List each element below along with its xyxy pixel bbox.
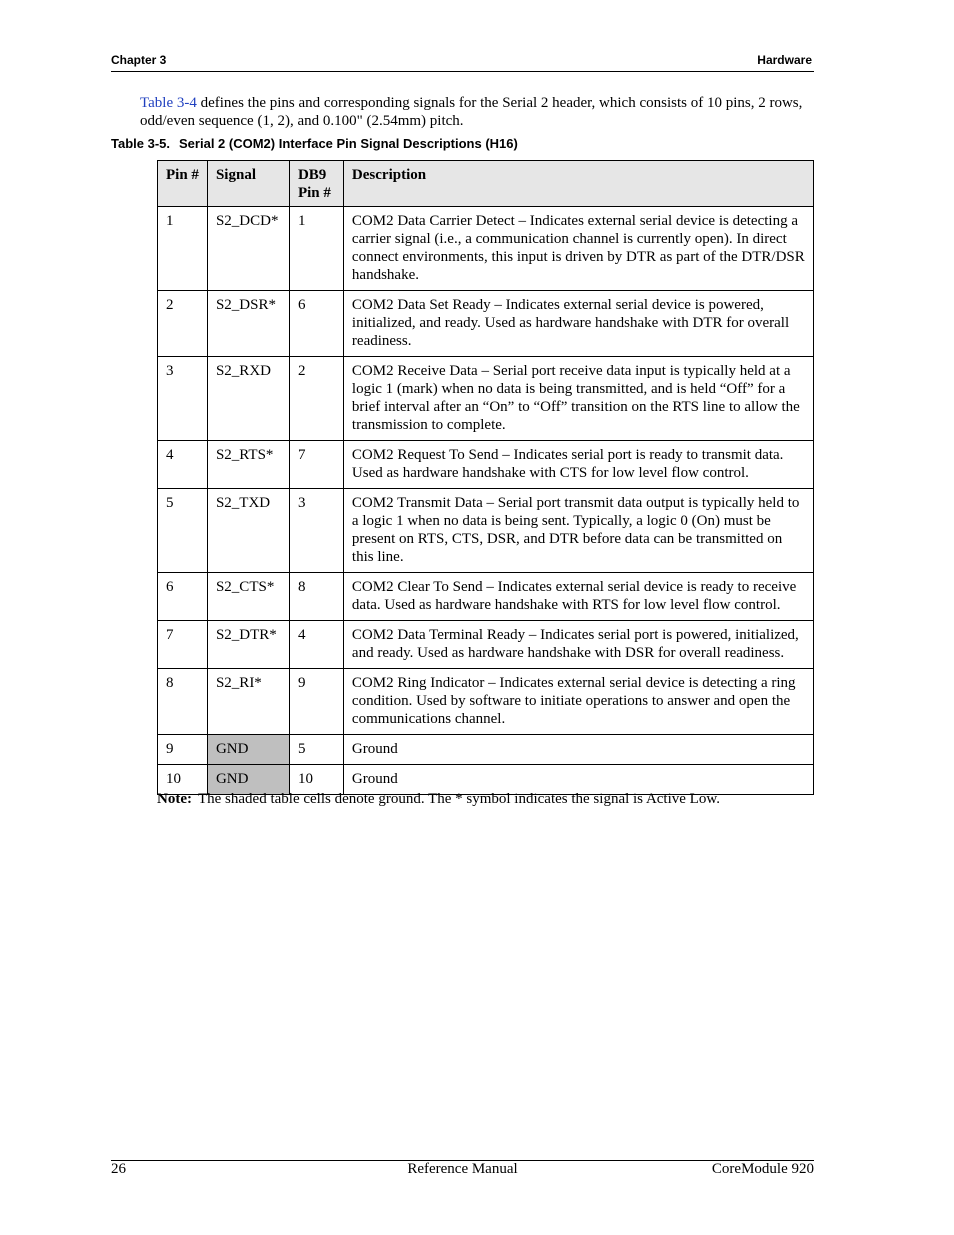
cell-description: COM2 Data Terminal Ready – Indicates serial port is powered, initialized, and ready. Used as hardware handshake with DSR for overall readiness.	[343, 621, 813, 669]
cell-signal: S2_RI*	[207, 669, 289, 735]
cell-description: COM2 Transmit Data – Serial port transmit data output is typically held to a logic 1 when no data is being sent. Typically, a logic 0 (On) must be present on RTS, CTS, DSR, and DTR before data can be transmitted on this line.	[343, 489, 813, 573]
table-note	[157, 790, 814, 808]
cell-signal: GND	[207, 735, 289, 765]
cell-signal: S2_RXD	[207, 357, 289, 441]
pin-signal-table	[157, 160, 814, 795]
caption-title: Serial 2 (COM2) Interface Pin Signal Descriptions (H16)	[179, 136, 518, 151]
table-row	[158, 489, 814, 573]
cell-pin: 9	[158, 735, 208, 765]
cell-db9-pin: 4	[289, 621, 343, 669]
table-row	[158, 207, 814, 291]
table-row	[158, 357, 814, 441]
table-header-row	[158, 161, 814, 207]
document-title: Reference Manual	[407, 1161, 518, 1177]
cell-signal: S2_CTS*	[207, 573, 289, 621]
cell-description: COM2 Clear To Send – Indicates external serial device is ready to receive data. Used as hardware handshake with RTS for low level flow control.	[343, 573, 813, 621]
cell-signal: S2_TXD	[207, 489, 289, 573]
chapter-label: Chapter 3	[111, 53, 167, 67]
cell-db9-pin: 5	[289, 735, 343, 765]
header-description: Description	[343, 161, 813, 207]
page-number: 26	[111, 1161, 126, 1177]
cell-db9-pin: 6	[289, 291, 343, 357]
table-row	[158, 669, 814, 735]
cell-description: COM2 Data Set Ready – Indicates external serial device is powered, initialized, and ready. Used as hardware handshake with DTR for overall readiness.	[343, 291, 813, 357]
cell-db9-pin: 10	[289, 765, 343, 795]
cell-pin: 1	[158, 207, 208, 291]
cell-signal: S2_DSR*	[207, 291, 289, 357]
table-row	[158, 291, 814, 357]
cell-pin: 7	[158, 621, 208, 669]
cell-signal: S2_DTR*	[207, 621, 289, 669]
table-row	[158, 573, 814, 621]
cell-pin: 3	[158, 357, 208, 441]
cell-description: COM2 Data Carrier Detect – Indicates external serial device is detecting a carrier signal (i.e., a communication channel is currently open). In direct connect environments, this input is driven by DTR as part of the DTR/DSR handshake.	[343, 207, 813, 291]
header-pin: Pin #	[158, 161, 208, 207]
header-db9-line1: DB9	[297, 167, 327, 183]
cell-db9-pin: 1	[289, 207, 343, 291]
cell-description: Ground	[343, 765, 813, 795]
cell-db9-pin: 9	[289, 669, 343, 735]
cell-db9-pin: 7	[289, 441, 343, 489]
cell-description: Ground	[343, 735, 813, 765]
cell-pin: 6	[158, 573, 208, 621]
table-row	[158, 441, 814, 489]
intro-paragraph	[140, 94, 814, 130]
cell-description: COM2 Receive Data – Serial port receive data input is typically held at a logic 1 (mark) when no data is being transmitted, and is held “Off” for a brief interval after an “On” to “Off” transition on the RTS line to allow the transmission to complete.	[343, 357, 813, 441]
cell-signal: S2_DCD*	[207, 207, 289, 291]
cell-pin: 10	[158, 765, 208, 795]
caption-number: Table 3-5.	[111, 136, 171, 151]
cell-db9-pin: 3	[289, 489, 343, 573]
header-db9-pin	[289, 161, 343, 207]
header-db9-line2: Pin #	[297, 185, 331, 201]
running-header	[111, 52, 814, 72]
cell-db9-pin: 8	[289, 573, 343, 621]
intro-text: defines the pins and corresponding signals for the Serial 2 header, which consists of 10 pins, 2 rows, odd/even sequence (1, 2), and 0.100" (2.54mm) pitch.	[140, 95, 803, 129]
running-footer	[111, 1160, 814, 1181]
table-caption	[111, 136, 518, 151]
cell-signal: GND	[207, 765, 289, 795]
cell-description: COM2 Ring Indicator – Indicates external serial device is detecting a ring condition. Used by software to initiate operations to answer and open the communications channel.	[343, 669, 813, 735]
table-3-4-link[interactable]: Table 3-4	[140, 95, 197, 111]
note-label: Note:	[157, 791, 192, 807]
cell-description: COM2 Request To Send – Indicates serial port is ready to transmit data. Used as hardware handshake with CTS for low level flow control.	[343, 441, 813, 489]
cell-pin: 2	[158, 291, 208, 357]
table-body	[158, 207, 814, 795]
header-signal: Signal	[207, 161, 289, 207]
cell-signal: S2_RTS*	[207, 441, 289, 489]
cell-pin: 4	[158, 441, 208, 489]
cell-pin: 5	[158, 489, 208, 573]
note-text: The shaded table cells denote ground. The * symbol indicates the signal is Active Low.	[197, 791, 720, 807]
table-row	[158, 621, 814, 669]
cell-db9-pin: 2	[289, 357, 343, 441]
section-label: Hardware	[757, 53, 812, 67]
table-row	[158, 735, 814, 765]
cell-pin: 8	[158, 669, 208, 735]
product-name: CoreModule 920	[711, 1161, 814, 1177]
